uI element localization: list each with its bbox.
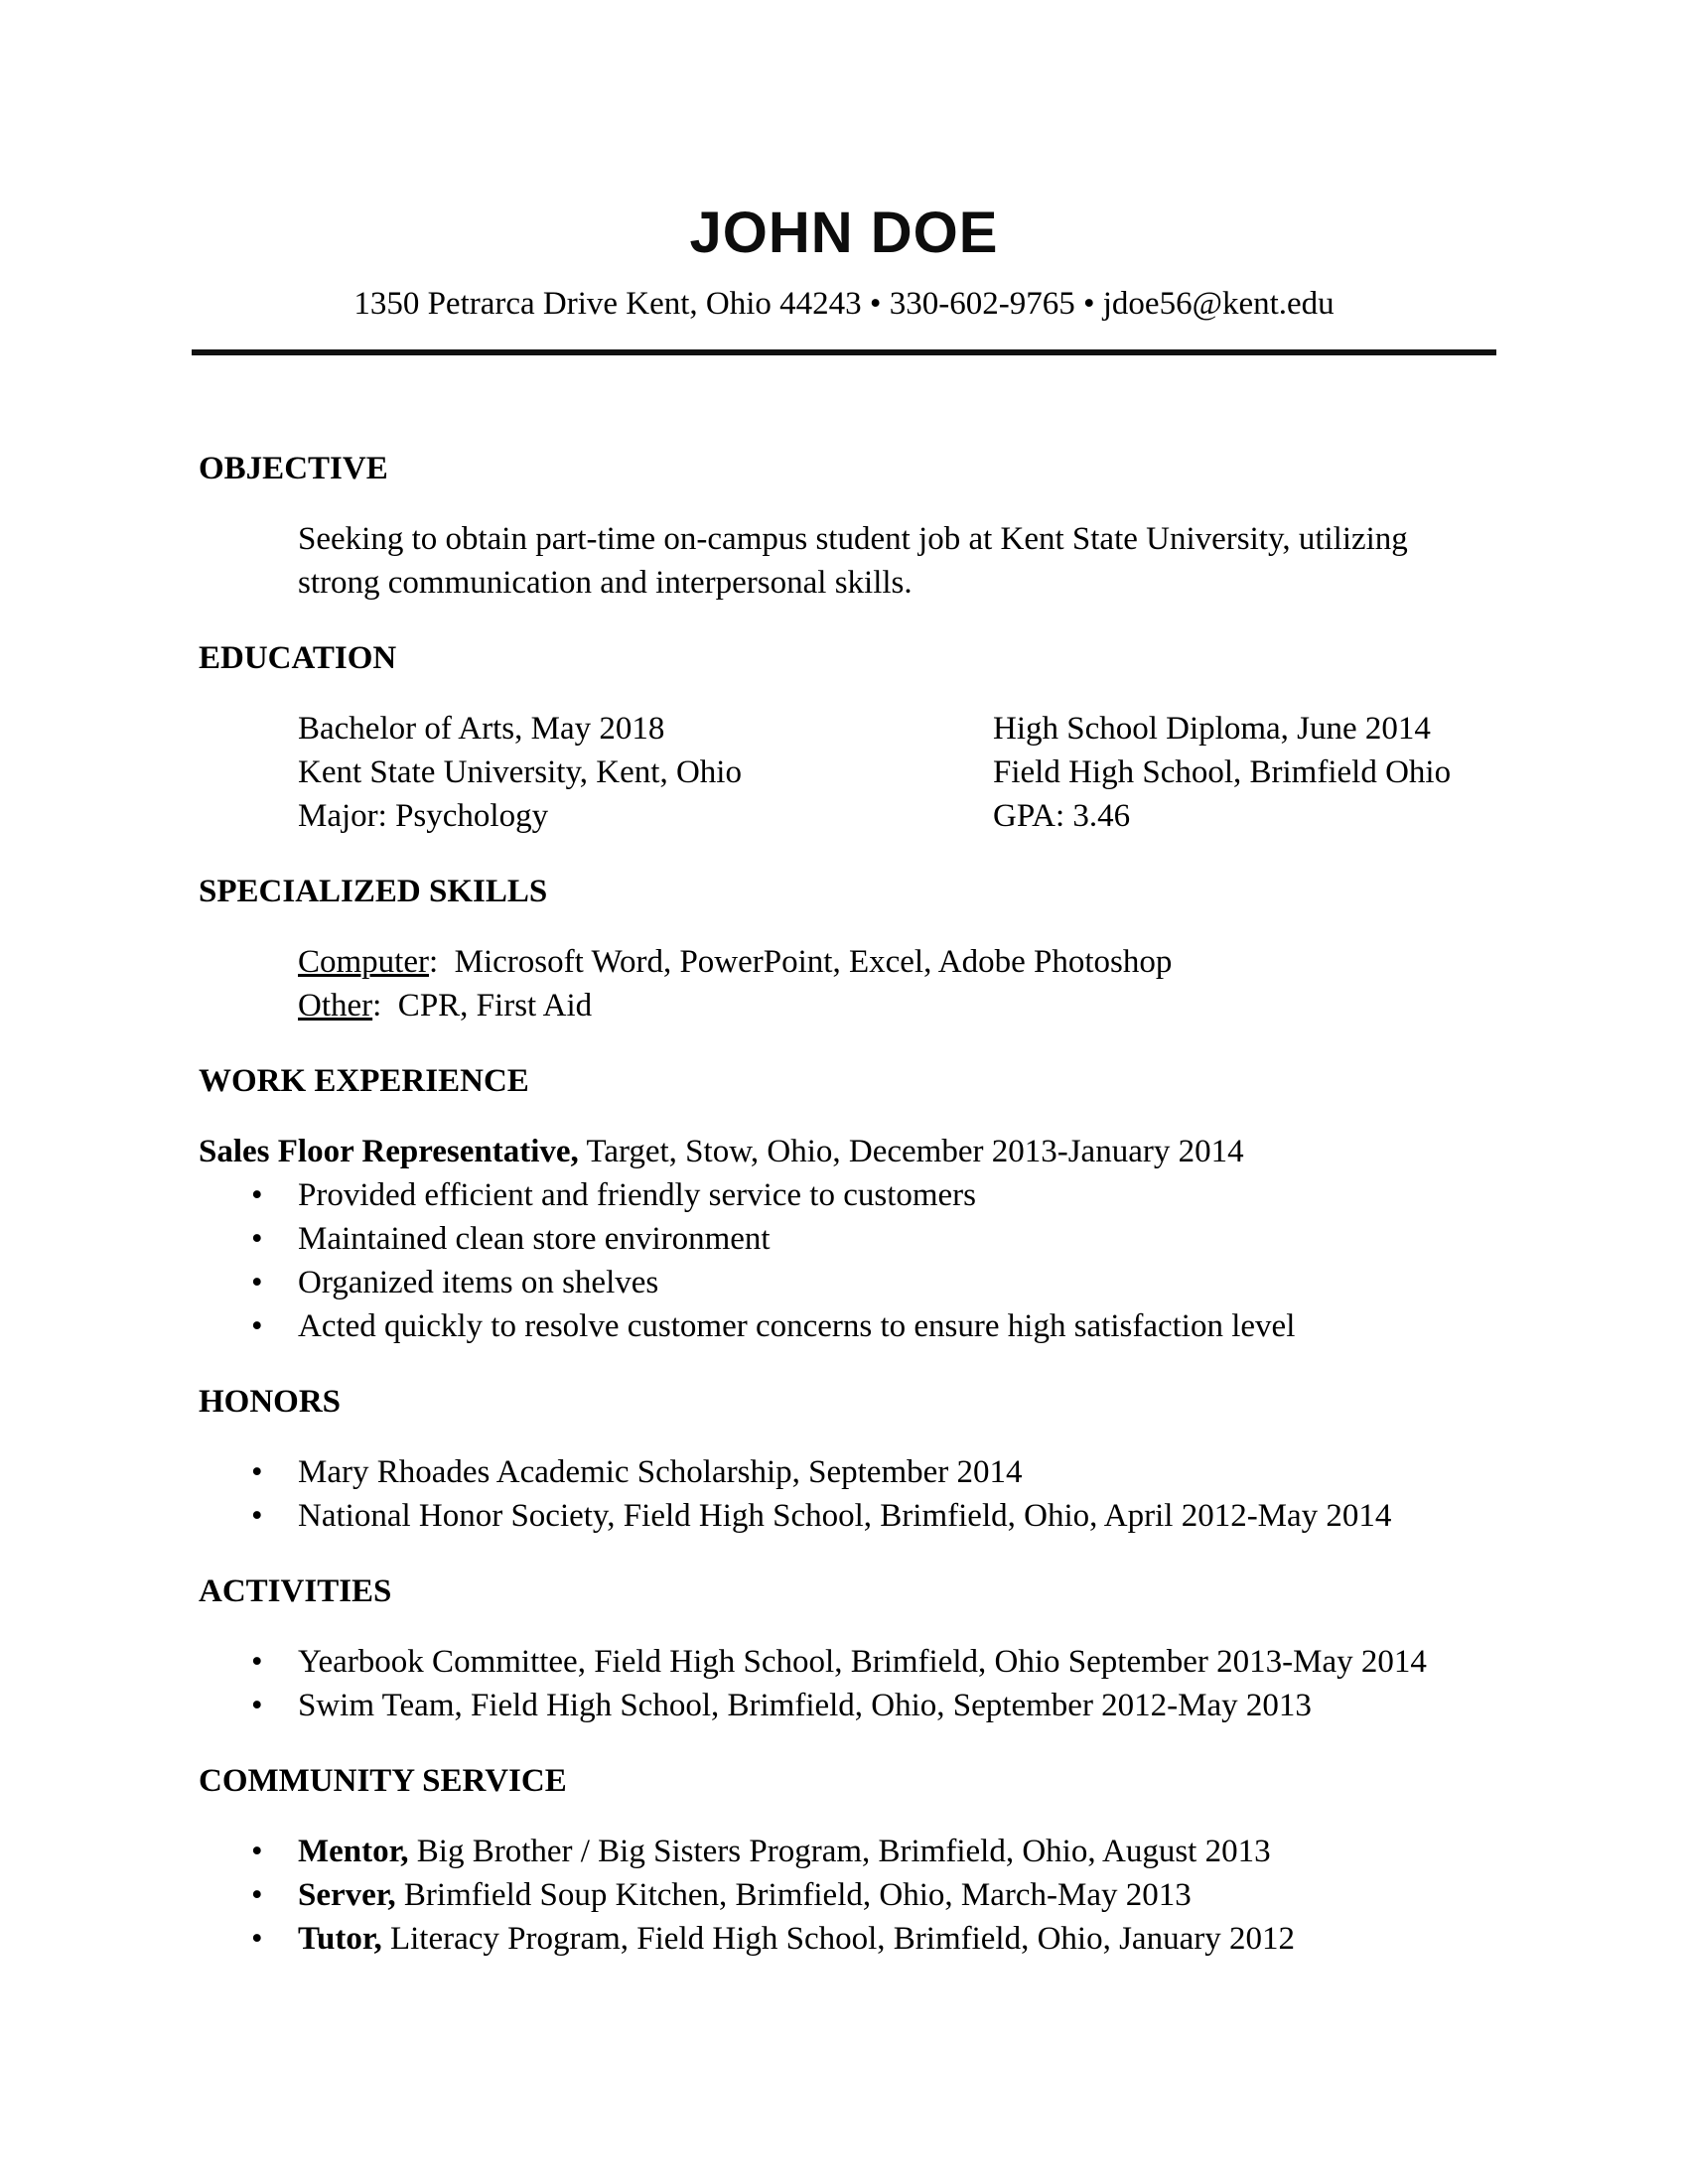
activities-bullet: • Swim Team, Field High School, Brimfield, Ohio, September 2012-May 2013 — [199, 1684, 1489, 1727]
community-details: Literacy Program, Field High School, Brimfield, Ohio, January 2012 — [381, 1921, 1295, 1957]
resume-body — [199, 453, 1489, 1961]
honors-heading: HONORS — [199, 1384, 342, 1420]
activities-bullet-list — [199, 1640, 1489, 1727]
community-details: Big Brother / Big Sisters Program, Brimfield, Ohio, August 2013 — [408, 1834, 1271, 1869]
header-rule — [192, 349, 1496, 355]
highschool-gpa: GPA: 3.46 — [993, 798, 1131, 834]
skill-line-other — [199, 984, 1489, 1027]
objective-heading: OBJECTIVE — [199, 451, 388, 486]
work-bullet: • Acted quickly to resolve customer concerns to ensure high satisfaction level — [199, 1304, 1489, 1348]
work-bullet: • Organized items on shelves — [199, 1261, 1489, 1304]
skill-line-computer — [199, 940, 1489, 984]
honors-bullet-list — [199, 1450, 1489, 1538]
work-heading: WORK EXPERIENCE — [199, 1063, 529, 1099]
honors-bullet: • Mary Rhoades Academic Scholarship, September 2014 — [199, 1450, 1489, 1494]
highschool-school: Field High School, Brimfield Ohio — [993, 754, 1452, 790]
work-bullet: • Maintained clean store environment — [199, 1217, 1489, 1261]
activities-bullet: • Yearbook Committee, Field High School, Brimfield, Ohio September 2013-May 2014 — [199, 1640, 1489, 1684]
community-bullet — [199, 1830, 1489, 1873]
job-title: Sales Floor Representative, — [199, 1134, 579, 1169]
education-college-column — [298, 707, 993, 838]
education-heading: EDUCATION — [199, 640, 397, 676]
skill-label-computer: Computer — [298, 944, 429, 980]
education-highschool-column — [993, 707, 1451, 838]
work-bullet-list — [199, 1173, 1489, 1348]
skill-value-computer: : Microsoft Word, PowerPoint, Excel, Adobe Photoshop — [428, 944, 1173, 980]
community-bullet — [199, 1917, 1489, 1961]
community-role: Server, — [298, 1877, 396, 1913]
community-heading: COMMUNITY SERVICE — [199, 1763, 567, 1799]
work-bullet: • Provided efficient and friendly service to customers — [199, 1173, 1489, 1217]
community-bullet-list — [199, 1830, 1489, 1961]
college-school: Kent State University, Kent, Ohio — [298, 754, 742, 790]
community-details: Brimfield Soup Kitchen, Brimfield, Ohio, March-May 2013 — [395, 1877, 1192, 1913]
job-title-line — [199, 1130, 1489, 1173]
skill-label-other: Other — [298, 988, 373, 1024]
objective-text: Seeking to obtain part-time on-campus student job at Kent State University, utilizing strong communication and interpersonal skills. — [298, 521, 1408, 601]
community-role: Tutor, — [298, 1921, 382, 1957]
skills-heading: SPECIALIZED SKILLS — [199, 874, 548, 909]
community-role: Mentor, — [298, 1834, 409, 1869]
community-bullet — [199, 1873, 1489, 1917]
honors-bullet: • National Honor Society, Field High School, Brimfield, Ohio, April 2012-May 2014 — [199, 1494, 1489, 1538]
education-columns — [199, 707, 1489, 838]
skill-value-other: : CPR, First Aid — [372, 988, 593, 1024]
activities-heading: ACTIVITIES — [199, 1573, 392, 1609]
resume-name: JOHN DOE — [689, 201, 999, 265]
college-degree: Bachelor of Arts, May 2018 — [298, 711, 665, 747]
highschool-diploma: High School Diploma, June 2014 — [993, 711, 1431, 747]
job-details: Target, Stow, Ohio, December 2013-January 2014 — [578, 1134, 1244, 1169]
resume-header — [0, 0, 1688, 355]
contact-line: 1350 Petrarca Drive Kent, Ohio 44243 • 330-602-9765 • jdoe56@kent.edu — [353, 286, 1335, 322]
college-major: Major: Psychology — [298, 798, 549, 834]
